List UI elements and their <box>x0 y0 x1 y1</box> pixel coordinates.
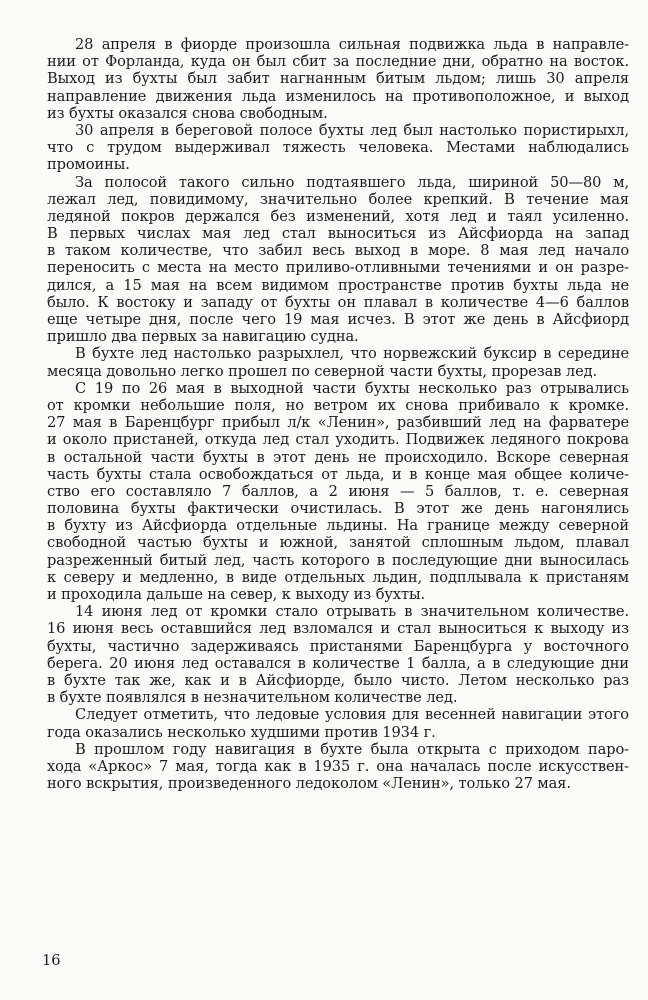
text-line: переносить с места на место приливо-отливными течениями и он разре- <box>47 259 629 277</box>
text-line: в бухту из Айсфиорда отдельные льдины. На границе между северной <box>47 517 629 535</box>
text-line: В первых числах мая лед стал выноситься из Айсфиорда на запад <box>47 225 629 243</box>
text-line: 16 июня весь оставшийся лед взломался и стал выноситься к выходу из <box>47 620 629 638</box>
paragraph <box>47 174 629 346</box>
paragraph <box>47 380 629 603</box>
paragraph <box>47 706 629 740</box>
text-line: хода «Аркос» 7 мая, тогда как в 1935 г. она началась после искусствен- <box>47 757 629 775</box>
text-line: ледяной покров держался без изменений, хотя лед и таял усиленно. <box>47 207 629 225</box>
text-line: ство его составляло 7 баллов, а 2 июня — 5 баллов, т. е. северная <box>47 482 629 500</box>
text-line: нии от Форланда, куда он был сбит за последние дни, обратно на восток. <box>47 53 629 71</box>
text-line: С 19 по 26 мая в выходной части бухты несколько раз отрывались <box>75 379 629 397</box>
body-text <box>47 36 629 792</box>
paragraph <box>47 345 629 379</box>
text-line: За полосой такого сильно подтаявшего льда, шириной 50—80 м, <box>75 173 629 191</box>
text-line: в остальной части бухты в этот день не происходило. Вскоре северная <box>47 448 629 466</box>
text-line: в бухте появлялся в незначительном количестве лед. <box>47 689 458 707</box>
paragraph <box>47 603 629 706</box>
text-line: Выход из бухты был забит нагнанным битым льдом; лишь 30 апреля <box>47 70 629 88</box>
paragraph <box>47 36 629 122</box>
text-line: берега. 20 июня лед оставался в количестве 1 балла, а в следующие дни <box>47 654 629 672</box>
text-line: было. К востоку и западу от бухты он плавал в количестве 4—6 баллов <box>47 293 629 311</box>
page-number: 16 <box>42 952 61 969</box>
text-line: пришло два первых за навигацию судна. <box>47 328 359 346</box>
text-line: ного вскрытия, произведенного ледоколом «Ленин», только 27 мая. <box>47 775 571 793</box>
text-line: 14 июня лед от кромки стало отрывать в значительном количестве. <box>75 603 629 621</box>
text-line: бухты, частично задерживаясь пристанями Баренцбурга у восточного <box>47 637 629 655</box>
text-line: в таком количестве, что забил весь выход в море. 8 мая лед начало <box>47 242 629 260</box>
text-line: еще четыре дня, после чего 19 мая исчез. В этот же день в Айсфиорд <box>47 311 629 328</box>
paragraph <box>47 741 629 793</box>
text-line: часть бухты стала освобождаться от льда, и в конце мая общее количе- <box>47 465 629 483</box>
text-line: и около пристаней, откуда лед стал уходить. Подвижек ледяного покрова <box>47 431 629 449</box>
text-line: 28 апреля в фиорде произошла сильная подвижка льда в направле- <box>75 36 629 53</box>
paragraph <box>47 122 629 174</box>
text-line: месяца довольно легко прошел по северной части бухты, прорезав лед. <box>47 362 598 380</box>
text-line: к северу и медленно, в виде отдельных льдин, подплывала к пристаням <box>47 568 629 586</box>
text-line: 30 апреля в береговой полосе бухты лед был настолько пористирыхл, <box>75 121 629 139</box>
text-line: 27 мая в Баренцбург прибыл л/к «Ленин», разбивший лед на фарватере <box>47 414 629 432</box>
text-line: и проходила дальше на север, к выходу из бухты. <box>47 586 426 603</box>
text-line: В бухте лед настолько разрыхлел, что норвежский буксир в середине <box>75 345 629 363</box>
text-line: промоины. <box>47 156 130 174</box>
text-line: от кромки небольшие поля, но ветром их снова прибивало к кромке. <box>47 396 629 414</box>
text-line: лежал лед, повидимому, значительно более крепкий. В течение мая <box>47 190 629 208</box>
text-line: половина бухты фактически очистилась. В этот же день нагонялись <box>47 500 629 518</box>
text-line: дился, а 15 мая на всем видимом пространстве против бухты льда не <box>47 276 629 294</box>
text-line: в бухте так же, как и в Айсфиорде, было чисто. Летом несколько раз <box>47 671 629 689</box>
text-line: года оказались несколько худшими против 1934 г. <box>47 723 436 741</box>
text-line: свободной частью бухты и южной, занятой сплошным льдом, плавал <box>47 534 629 552</box>
text-line: что с трудом выдерживал тяжесть человека. Местами наблюдались <box>47 139 629 157</box>
text-line: направление движения льда изменилось на противоположное, и выход <box>47 87 629 105</box>
text-line: разреженный битый лед, часть которого в последующие дни выносилась <box>47 551 629 569</box>
text-line: из бухты оказался снова свободным. <box>47 104 328 122</box>
text-line: Следует отметить, что ледовые условия для весенней навигации этого <box>75 706 629 724</box>
text-line: В прошлом году навигация в бухте была открыта с приходом паро- <box>75 740 629 758</box>
